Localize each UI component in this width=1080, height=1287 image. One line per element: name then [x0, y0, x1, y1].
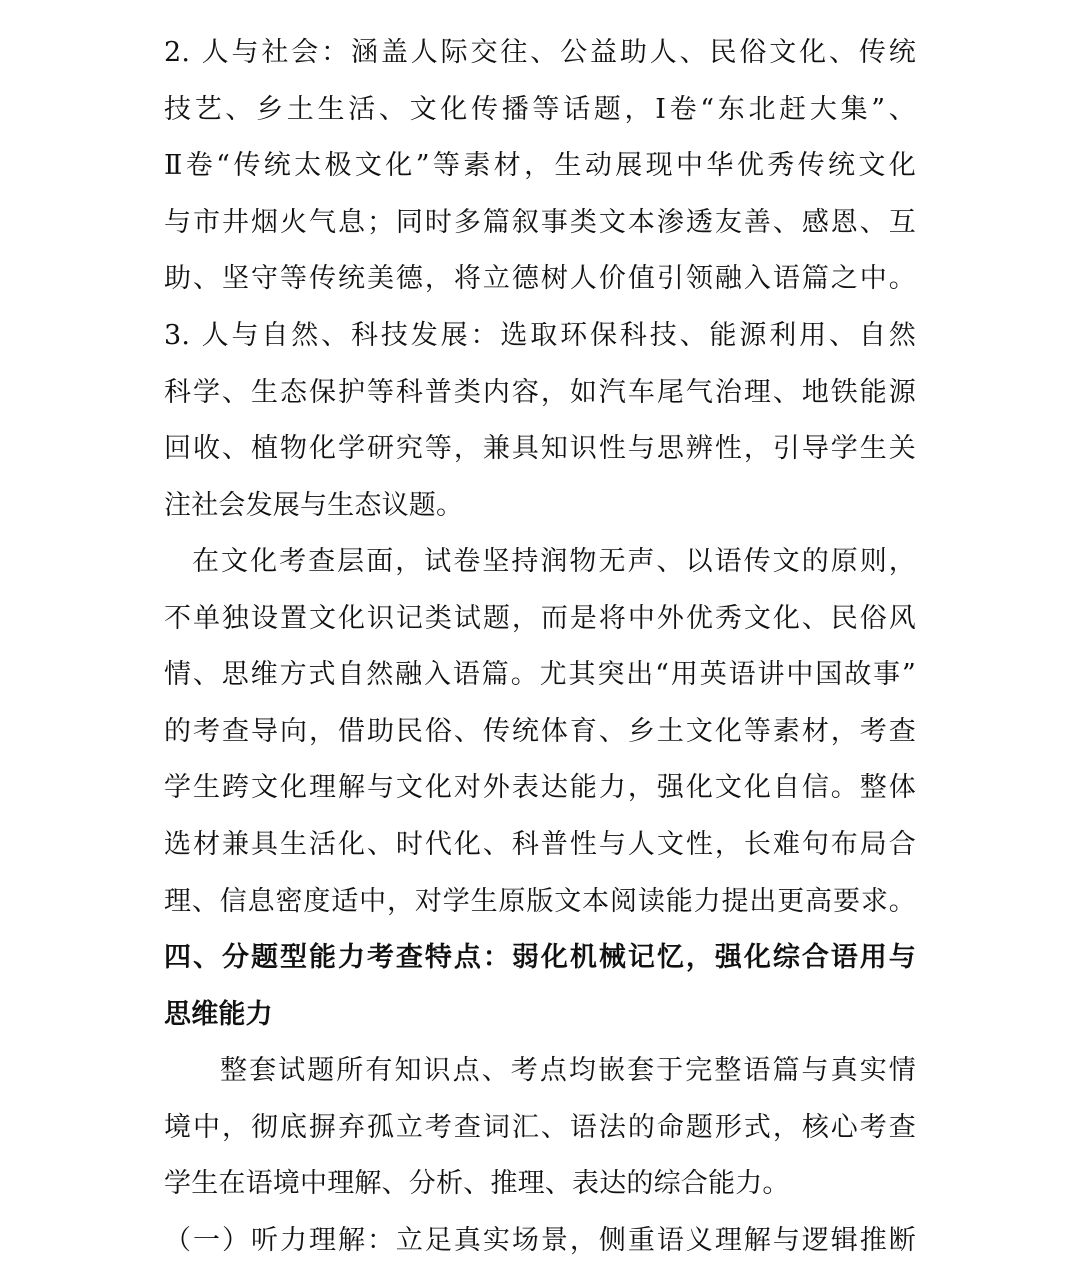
text-line: 的考查导向，借助民俗、传统体育、乡土文化等素材，考查: [164, 716, 916, 747]
text-line: 科学、生态保护等科普类内容，如汽车尾气治理、地铁能源: [164, 377, 916, 408]
text-line: 选材兼具生活化、时代化、科普性与人文性，长难句布局合: [164, 829, 916, 860]
section-heading: 四、分题型能力考查特点：弱化机械记忆，强化综合语用与: [164, 942, 916, 973]
text-line: 不单独设置文化识记类试题，而是将中外优秀文化、民俗风: [164, 603, 916, 634]
text-line: Ⅱ卷“传统太极文化”等素材，生动展现中华优秀传统文化: [164, 150, 916, 181]
text-line: 学生跨文化理解与文化对外表达能力，强化文化自信。整体: [164, 772, 916, 803]
text-line: 情、思维方式自然融入语篇。尤其突出“用英语讲中国故事”: [164, 659, 916, 690]
text-line: 理、信息密度适中，对学生原版文本阅读能力提出更高要求。: [164, 886, 916, 917]
text-line: 回收、植物化学研究等，兼具知识性与思辨性，引导学生关: [164, 433, 916, 464]
text-line: 境中，彻底摒弃孤立考查词汇、语法的命题形式，核心考查: [164, 1112, 916, 1143]
text-line: 在文化考查层面，试卷坚持润物无声、以语传文的原则，: [192, 546, 916, 577]
text-line: 与市井烟火气息；同时多篇叙事类文本渗透友善、感恩、互: [164, 207, 916, 238]
section-heading: 思维能力: [164, 999, 273, 1030]
text-line: 3. 人与自然、科技发展：选取环保科技、能源利用、自然: [164, 320, 916, 351]
text-line: 注社会发展与生态议题。: [164, 490, 464, 521]
text-line: 学生在语境中理解、分析、推理、表达的综合能力。: [164, 1168, 790, 1199]
text-line: 2. 人与社会：涵盖人际交往、公益助人、民俗文化、传统: [164, 37, 916, 68]
subsection-heading: （一）听力理解：立足真实场景，侧重语义理解与逻辑推断: [164, 1225, 916, 1256]
text-line: 整套试题所有知识点、考点均嵌套于完整语篇与真实情: [220, 1055, 916, 1086]
text-line: 技艺、乡土生活、文化传播等话题，Ⅰ卷“东北赶大集”、: [164, 94, 916, 125]
text-line: 助、坚守等传统美德，将立德树人价值引领融入语篇之中。: [164, 263, 916, 294]
